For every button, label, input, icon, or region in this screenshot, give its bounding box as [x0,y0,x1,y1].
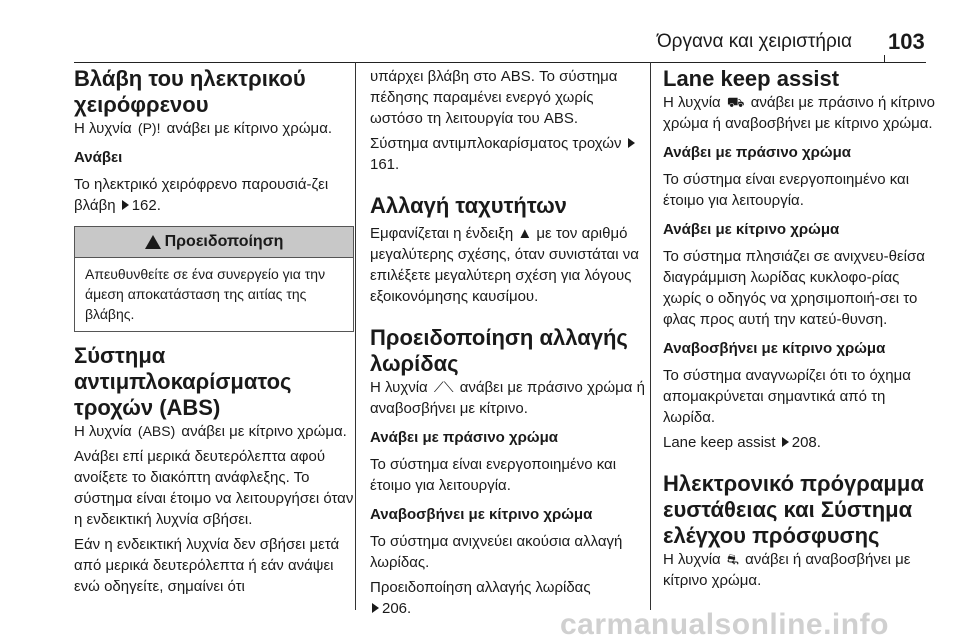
paragraph [74,421,354,442]
stability-control-icon: ⛐ [726,551,739,567]
page-reference[interactable]: 161. [370,156,400,173]
paragraph [663,92,935,134]
paragraph: υπάρχει βλάβη στο ABS. Το σύστημα πέδησης παραμένει ενεργό χωρίς ωστόσο τη λειτουργία του ABS. [370,68,618,127]
column-divider-2 [650,62,651,610]
text: ανάβει με πράσινο ή κίτρινο χρώμα ή αναβοσβήνει με κίτρινο χρώμα. [663,94,935,132]
page-number: 103 [888,29,925,54]
paragraph: Το σύστημα αναγνωρίζει ότι το όχημα απομακρύνεται σημαντικά από τη λωρίδα. [663,367,911,426]
text: Η λυχνία [74,120,132,137]
page-reference[interactable]: 208. [791,434,821,451]
subheading-green: Ανάβει με πράσινο χρώμα [663,144,851,161]
paragraph [74,174,354,216]
paragraph [663,549,935,591]
lane-keep-assist-icon: ⛟ [726,94,745,110]
column-1 [74,62,354,216]
warning-body [75,258,353,330]
text: ανάβει ή αναβοσβήνει με κίτρινο χρώμα. [663,551,911,589]
text: Η λυχνία [663,551,721,568]
text: Η λυχνία [370,379,428,396]
paragraph: Εάν η ενδεικτική λυχνία δεν σβήσει μετά από μερικά δευτερόλεπτα ή εάν ανάψει ενώ οδηγείτε, σημαίνει ότι [74,536,340,595]
text: ανάβει με πράσινο χρώμα ή αναβοσβήνει με κίτρινο. [370,379,645,417]
subheading-yellow-blink: Αναβοσβήνει με κίτρινο χρώμα [370,506,593,523]
page-reference-arrow-icon [628,138,635,148]
paragraph: Το σύστημα είναι ενεργοποιημένο και έτοιμο για λειτουργία. [663,171,910,209]
column-1-lower [74,343,354,597]
subheading-yellow: Ανάβει με κίτρινο χρώμα [663,221,840,238]
warning-text: Απευθυνθείτε σε ένα συνεργείο για την άμεση αποκατάσταση της αιτίας της βλάβης. [85,266,326,322]
text: Η λυχνία [663,94,721,111]
warning-header [75,227,353,258]
section-heading-epb: Βλάβη του ηλεκτρικού χειρόφρενου [74,66,306,117]
paragraph [370,133,650,175]
warning-box [74,226,354,332]
section-heading-abs: Σύστημα αντιμπλοκαρίσματος τροχών (ABS) [74,343,292,420]
paragraph: Ανάβει επί μερικά δευτερόλεπτα αφού ανοίξετε το διακόπτη ανάφλεξης. Το σύστημα είναι έτοιμο να λειτουργήσει όταν η ενδεικτική λυχνία σβήσει. [74,448,354,528]
warning-triangle-icon [145,235,161,249]
text: Η λυχνία [74,423,132,440]
subheading-green: Ανάβει με πράσινο χρώμα [370,429,558,446]
column-2 [370,62,650,619]
text: ανάβει με κίτρινο χρώμα. [181,423,347,440]
paragraph: Το σύστημα πλησιάζει σε ανιχνευ-θείσα διαγράμμιση λωρίδας κυκλοφο-ρίας χωρίς ο οδηγός να χρησιμοποιή-σει το φλας προς αυτή την κατεύ-θυνση. [663,248,925,328]
text: ανάβει με κίτρινο χρώμα. [166,120,333,137]
section-heading-lane-keep-assist: Lane keep assist [663,66,840,91]
section-heading-lane-departure: Προειδοποίηση αλλαγής λωρίδας [370,325,628,376]
watermark: carmanualsonline.info [560,608,889,641]
column-3 [663,62,935,591]
page-reference-arrow-icon [372,603,379,613]
column-divider-1 [355,62,356,610]
abs-warning-icon: (ABS) [137,423,176,439]
text: Lane keep assist [663,434,776,451]
parking-brake-warning-icon: (P)! [137,120,161,136]
page-reference-arrow-icon [122,200,129,210]
section-heading-esc-tcs: Ηλεκτρονικό πρόγραμμα ευστάθειας και Σύστημα ελέγχου πρόσφυσης [663,471,924,548]
page-reference[interactable]: 206. [382,600,412,617]
paragraph: Το σύστημα ανιχνεύει ακούσια αλλαγή λωρίδας. [370,533,623,571]
text: Το ηλεκτρικό χειρόφρενο παρουσιά-ζει βλάβη [74,176,329,214]
paragraph [74,118,354,139]
text: Σύστημα αντιμπλοκαρίσματος τροχών [370,135,622,152]
page-reference-arrow-icon [782,437,789,447]
paragraph: Το σύστημα είναι ενεργοποιημένο και έτοιμο για λειτουργία. [370,456,617,494]
section-heading-gear-shift: Αλλαγή ταχυτήτων [370,193,567,218]
subheading-lights: Ανάβει [74,149,123,166]
running-header-title: Όργανα και χειριστήρια [656,31,852,52]
paragraph [370,377,650,419]
lane-departure-icon: ⟋⟍ [433,379,454,395]
text: Προειδοποίηση αλλαγής λωρίδας [370,579,591,596]
paragraph [663,432,935,453]
paragraph: Εμφανίζεται η ένδειξη ▲ με τον αριθμό μεγαλύτερης σχέσης, όταν συνιστάται να επιλέξετε μεγαλύτερη σχέση για λόγους εξοικονόμησης καυσίμου. [370,225,639,305]
warning-title: Προειδοποίηση [164,233,284,250]
subheading-yellow-blink: Αναβοσβήνει με κίτρινο χρώμα [663,340,886,357]
page-reference[interactable]: 162. [131,197,161,214]
